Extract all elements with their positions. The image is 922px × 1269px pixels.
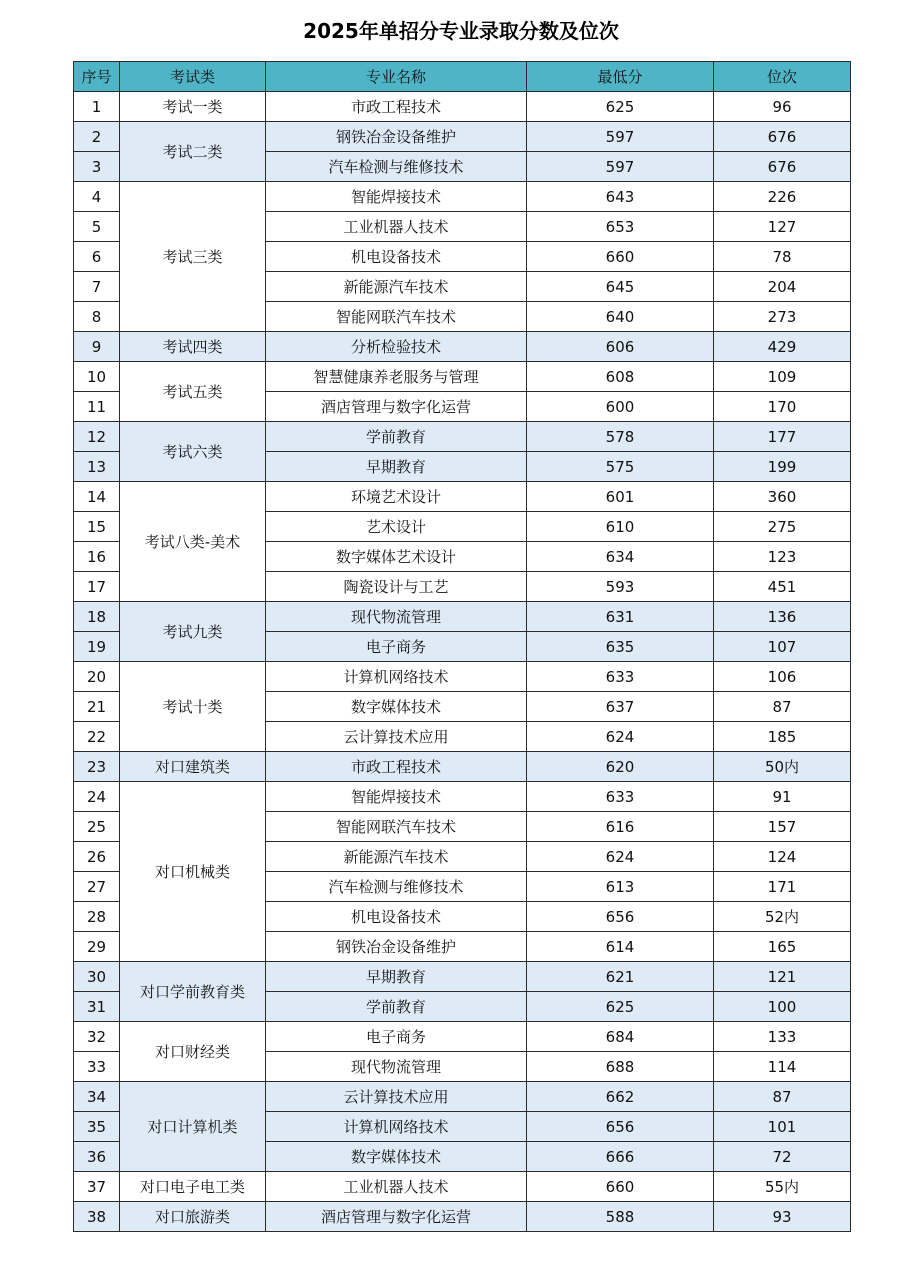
min-score-cell: 688 — [527, 1052, 714, 1082]
min-score-cell: 608 — [527, 362, 714, 392]
table-row — [74, 422, 851, 452]
min-score-cell: 633 — [527, 662, 714, 692]
major-name-cell: 云计算技术应用 — [266, 722, 527, 752]
min-score-cell: 616 — [527, 812, 714, 842]
rank-cell: 185 — [714, 722, 851, 752]
rank-cell: 451 — [714, 572, 851, 602]
table-row — [74, 1082, 851, 1112]
major-name-cell: 工业机器人技术 — [266, 1172, 527, 1202]
row-number-cell: 11 — [74, 392, 120, 422]
major-name-cell: 分析检验技术 — [266, 332, 527, 362]
major-name-cell: 机电设备技术 — [266, 242, 527, 272]
major-name-cell: 酒店管理与数字化运营 — [266, 1202, 527, 1232]
row-number-cell: 8 — [74, 302, 120, 332]
min-score-cell: 578 — [527, 422, 714, 452]
min-score-cell: 643 — [527, 182, 714, 212]
rank-cell: 360 — [714, 482, 851, 512]
min-score-cell: 620 — [527, 752, 714, 782]
rank-cell: 133 — [714, 1022, 851, 1052]
row-number-cell: 7 — [74, 272, 120, 302]
min-score-cell: 660 — [527, 242, 714, 272]
min-score-cell: 634 — [527, 542, 714, 572]
row-number-cell: 9 — [74, 332, 120, 362]
min-score-cell: 625 — [527, 92, 714, 122]
major-name-cell: 艺术设计 — [266, 512, 527, 542]
rank-cell: 109 — [714, 362, 851, 392]
min-score-cell: 656 — [527, 902, 714, 932]
row-number-cell: 25 — [74, 812, 120, 842]
row-number-cell: 26 — [74, 842, 120, 872]
rank-cell: 165 — [714, 932, 851, 962]
category-cell: 考试九类 — [120, 602, 266, 662]
row-number-cell: 31 — [74, 992, 120, 1022]
row-number-cell: 24 — [74, 782, 120, 812]
rank-cell: 100 — [714, 992, 851, 1022]
admission-score-table — [73, 61, 851, 1232]
major-name-cell: 环境艺术设计 — [266, 482, 527, 512]
rank-cell: 87 — [714, 692, 851, 722]
category-cell: 考试二类 — [120, 122, 266, 182]
row-number-cell: 17 — [74, 572, 120, 602]
table-row — [74, 482, 851, 512]
table-row — [74, 1022, 851, 1052]
row-number-cell: 19 — [74, 632, 120, 662]
row-number-cell: 27 — [74, 872, 120, 902]
min-score-cell: 588 — [527, 1202, 714, 1232]
major-name-cell: 学前教育 — [266, 992, 527, 1022]
table-row — [74, 662, 851, 692]
min-score-cell: 621 — [527, 962, 714, 992]
major-name-cell: 钢铁冶金设备维护 — [266, 122, 527, 152]
table-row — [74, 92, 851, 122]
major-name-cell: 数字媒体技术 — [266, 1142, 527, 1172]
row-number-cell: 23 — [74, 752, 120, 782]
row-number-cell: 38 — [74, 1202, 120, 1232]
category-cell: 对口机械类 — [120, 782, 266, 962]
rank-cell: 170 — [714, 392, 851, 422]
column-header-no: 序号 — [74, 62, 120, 92]
major-name-cell: 酒店管理与数字化运营 — [266, 392, 527, 422]
major-name-cell: 钢铁冶金设备维护 — [266, 932, 527, 962]
rank-cell: 106 — [714, 662, 851, 692]
rank-cell: 676 — [714, 152, 851, 182]
row-number-cell: 5 — [74, 212, 120, 242]
rank-cell: 91 — [714, 782, 851, 812]
table-row — [74, 752, 851, 782]
min-score-cell: 624 — [527, 842, 714, 872]
major-name-cell: 市政工程技术 — [266, 92, 527, 122]
row-number-cell: 33 — [74, 1052, 120, 1082]
major-name-cell: 智能网联汽车技术 — [266, 302, 527, 332]
rank-cell: 121 — [714, 962, 851, 992]
min-score-cell: 640 — [527, 302, 714, 332]
row-number-cell: 6 — [74, 242, 120, 272]
row-number-cell: 30 — [74, 962, 120, 992]
major-name-cell: 工业机器人技术 — [266, 212, 527, 242]
major-name-cell: 汽车检测与维修技术 — [266, 152, 527, 182]
min-score-cell: 656 — [527, 1112, 714, 1142]
table-row — [74, 602, 851, 632]
major-name-cell: 新能源汽车技术 — [266, 842, 527, 872]
min-score-cell: 601 — [527, 482, 714, 512]
min-score-cell: 653 — [527, 212, 714, 242]
rank-cell: 96 — [714, 92, 851, 122]
table-row — [74, 332, 851, 362]
table-row — [74, 122, 851, 152]
min-score-cell: 613 — [527, 872, 714, 902]
category-cell: 对口旅游类 — [120, 1202, 266, 1232]
row-number-cell: 12 — [74, 422, 120, 452]
row-number-cell: 18 — [74, 602, 120, 632]
min-score-cell: 645 — [527, 272, 714, 302]
min-score-cell: 684 — [527, 1022, 714, 1052]
table-row — [74, 782, 851, 812]
column-header-min-score: 最低分 — [527, 62, 714, 92]
min-score-cell: 662 — [527, 1082, 714, 1112]
min-score-cell: 614 — [527, 932, 714, 962]
table-row — [74, 1172, 851, 1202]
row-number-cell: 4 — [74, 182, 120, 212]
column-header-category: 考试类 — [120, 62, 266, 92]
major-name-cell: 智慧健康养老服务与管理 — [266, 362, 527, 392]
min-score-cell: 575 — [527, 452, 714, 482]
major-name-cell: 数字媒体艺术设计 — [266, 542, 527, 572]
row-number-cell: 2 — [74, 122, 120, 152]
major-name-cell: 市政工程技术 — [266, 752, 527, 782]
row-number-cell: 34 — [74, 1082, 120, 1112]
rank-cell: 72 — [714, 1142, 851, 1172]
rank-cell: 114 — [714, 1052, 851, 1082]
column-header-major: 专业名称 — [266, 62, 527, 92]
rank-cell: 136 — [714, 602, 851, 632]
min-score-cell: 597 — [527, 122, 714, 152]
min-score-cell: 606 — [527, 332, 714, 362]
major-name-cell: 计算机网络技术 — [266, 1112, 527, 1142]
row-number-cell: 32 — [74, 1022, 120, 1052]
table-row — [74, 1202, 851, 1232]
category-cell: 考试四类 — [120, 332, 266, 362]
category-cell: 对口学前教育类 — [120, 962, 266, 1022]
rank-cell: 78 — [714, 242, 851, 272]
table-row — [74, 362, 851, 392]
row-number-cell: 15 — [74, 512, 120, 542]
min-score-cell: 625 — [527, 992, 714, 1022]
rank-cell: 127 — [714, 212, 851, 242]
min-score-cell: 660 — [527, 1172, 714, 1202]
min-score-cell: 600 — [527, 392, 714, 422]
row-number-cell: 14 — [74, 482, 120, 512]
major-name-cell: 电子商务 — [266, 632, 527, 662]
major-name-cell: 云计算技术应用 — [266, 1082, 527, 1112]
min-score-cell: 635 — [527, 632, 714, 662]
major-name-cell: 计算机网络技术 — [266, 662, 527, 692]
rank-cell: 177 — [714, 422, 851, 452]
major-name-cell: 电子商务 — [266, 1022, 527, 1052]
row-number-cell: 29 — [74, 932, 120, 962]
rank-cell: 123 — [714, 542, 851, 572]
category-cell: 对口电子电工类 — [120, 1172, 266, 1202]
row-number-cell: 13 — [74, 452, 120, 482]
row-number-cell: 20 — [74, 662, 120, 692]
major-name-cell: 现代物流管理 — [266, 602, 527, 632]
row-number-cell: 1 — [74, 92, 120, 122]
row-number-cell: 16 — [74, 542, 120, 572]
category-cell: 考试六类 — [120, 422, 266, 482]
rank-cell: 226 — [714, 182, 851, 212]
rank-cell: 273 — [714, 302, 851, 332]
major-name-cell: 早期教育 — [266, 962, 527, 992]
table-body — [74, 92, 851, 1232]
major-name-cell: 新能源汽车技术 — [266, 272, 527, 302]
rank-cell: 275 — [714, 512, 851, 542]
category-cell: 考试三类 — [120, 182, 266, 332]
category-cell: 考试十类 — [120, 662, 266, 752]
rank-cell: 107 — [714, 632, 851, 662]
min-score-cell: 624 — [527, 722, 714, 752]
category-cell: 对口财经类 — [120, 1022, 266, 1082]
rank-cell: 87 — [714, 1082, 851, 1112]
row-number-cell: 22 — [74, 722, 120, 752]
major-name-cell: 学前教育 — [266, 422, 527, 452]
major-name-cell: 机电设备技术 — [266, 902, 527, 932]
rank-cell: 124 — [714, 842, 851, 872]
rank-cell: 199 — [714, 452, 851, 482]
min-score-cell: 631 — [527, 602, 714, 632]
category-cell: 对口计算机类 — [120, 1082, 266, 1172]
rank-cell: 157 — [714, 812, 851, 842]
rank-cell: 429 — [714, 332, 851, 362]
major-name-cell: 汽车检测与维修技术 — [266, 872, 527, 902]
category-cell: 考试五类 — [120, 362, 266, 422]
row-number-cell: 36 — [74, 1142, 120, 1172]
major-name-cell: 早期教育 — [266, 452, 527, 482]
min-score-cell: 593 — [527, 572, 714, 602]
category-cell: 考试八类-美术 — [120, 482, 266, 602]
min-score-cell: 633 — [527, 782, 714, 812]
table-row — [74, 182, 851, 212]
page-title: 2025年单招分专业录取分数及位次 — [303, 19, 619, 43]
min-score-cell: 637 — [527, 692, 714, 722]
min-score-cell: 666 — [527, 1142, 714, 1172]
major-name-cell: 智能焊接技术 — [266, 782, 527, 812]
category-cell: 对口建筑类 — [120, 752, 266, 782]
major-name-cell: 智能焊接技术 — [266, 182, 527, 212]
min-score-cell: 597 — [527, 152, 714, 182]
rank-cell: 101 — [714, 1112, 851, 1142]
rank-cell: 55内 — [714, 1172, 851, 1202]
category-cell: 考试一类 — [120, 92, 266, 122]
row-number-cell: 3 — [74, 152, 120, 182]
table-row — [74, 962, 851, 992]
column-header-rank: 位次 — [714, 62, 851, 92]
row-number-cell: 37 — [74, 1172, 120, 1202]
rank-cell: 93 — [714, 1202, 851, 1232]
rank-cell: 50内 — [714, 752, 851, 782]
row-number-cell: 21 — [74, 692, 120, 722]
rank-cell: 52内 — [714, 902, 851, 932]
row-number-cell: 10 — [74, 362, 120, 392]
row-number-cell: 35 — [74, 1112, 120, 1142]
rank-cell: 171 — [714, 872, 851, 902]
rank-cell: 676 — [714, 122, 851, 152]
major-name-cell: 智能网联汽车技术 — [266, 812, 527, 842]
major-name-cell: 数字媒体技术 — [266, 692, 527, 722]
min-score-cell: 610 — [527, 512, 714, 542]
major-name-cell: 陶瓷设计与工艺 — [266, 572, 527, 602]
row-number-cell: 28 — [74, 902, 120, 932]
rank-cell: 204 — [714, 272, 851, 302]
major-name-cell: 现代物流管理 — [266, 1052, 527, 1082]
table-header-row — [74, 62, 851, 92]
